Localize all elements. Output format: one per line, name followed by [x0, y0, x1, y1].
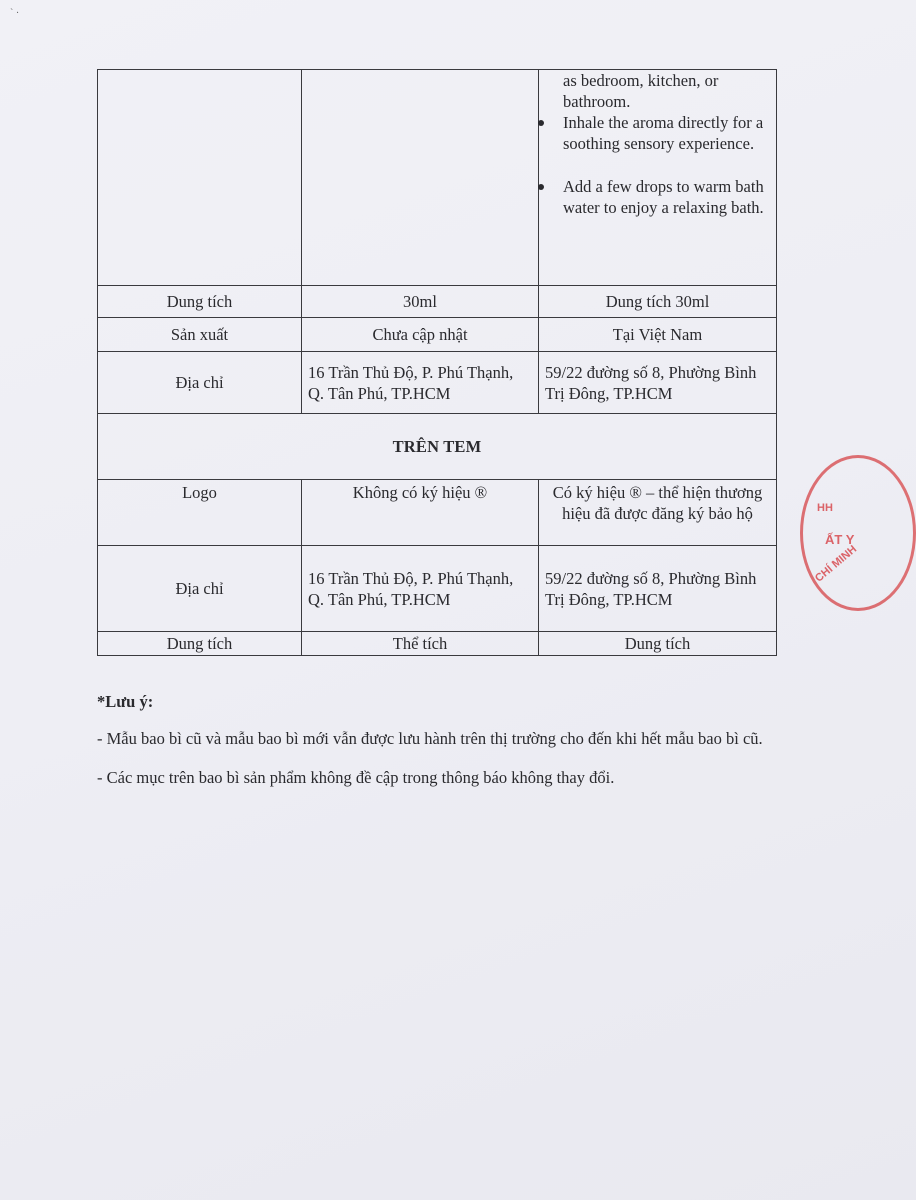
- table-cell: [539, 70, 777, 286]
- new-value: 59/22 đường số 8, Phường Bình Trị Đông, TP.HCM: [539, 546, 777, 632]
- old-value: Thể tích: [302, 632, 539, 656]
- note-item: - Mẫu bao bì cũ và mẫu bao bì mới vẫn được lưu hành trên thị trường cho đến khi hết mẫu bao bì cũ.: [97, 729, 763, 748]
- new-value: Tại Việt Nam: [539, 318, 777, 352]
- new-value: 59/22 đường số 8, Phường Bình Trị Đông, TP.HCM: [539, 352, 777, 414]
- table-row: [98, 70, 777, 286]
- old-value: Chưa cập nhật: [302, 318, 539, 352]
- row-label: Logo: [98, 480, 302, 546]
- row-label: Địa chỉ: [98, 352, 302, 414]
- table-cell: [98, 70, 302, 286]
- notes-section: [97, 690, 787, 789]
- row-label: Sản xuất: [98, 318, 302, 352]
- notes-title: *Lưu ý:: [97, 692, 154, 711]
- new-value: Dung tích 30ml: [539, 286, 777, 318]
- company-stamp: [800, 455, 916, 611]
- table-row: [98, 632, 777, 656]
- section-heading: TRÊN TEM: [98, 414, 777, 480]
- new-value: Có ký hiệu ® – thể hiện thương hiệu đã được đăng ký bảo hộ: [539, 480, 777, 546]
- stamp-text: ẤT Y: [825, 532, 855, 547]
- table-row: [98, 286, 777, 318]
- old-value: 16 Trần Thủ Độ, P. Phú Thạnh, Q. Tân Phú, TP.HCM: [302, 546, 539, 632]
- old-value: Không có ký hiệu ®: [302, 480, 539, 546]
- row-label: Dung tích: [98, 632, 302, 656]
- table-row: [98, 318, 777, 352]
- new-value: Dung tích: [539, 632, 777, 656]
- row-label: Địa chỉ: [98, 546, 302, 632]
- table-row: [98, 546, 777, 632]
- stamp-text: CHÍ MINH: [813, 543, 860, 585]
- scan-marks: ` ·: [10, 8, 20, 19]
- table-row: [98, 414, 777, 480]
- old-value: 30ml: [302, 286, 539, 318]
- table-row: [98, 480, 777, 546]
- comparison-table: [97, 69, 777, 656]
- usage-bullets: [545, 70, 770, 218]
- note-item: - Các mục trên bao bì sản phẩm không đề cập trong thông báo không thay đổi.: [97, 768, 615, 787]
- table-row: [98, 352, 777, 414]
- old-value: 16 Trần Thủ Độ, P. Phú Thạnh, Q. Tân Phú, TP.HCM: [302, 352, 539, 414]
- stamp-text: HH: [817, 502, 833, 514]
- row-label: Dung tích: [98, 286, 302, 318]
- list-item: Inhale the aroma directly for a soothing sensory experience.: [563, 112, 770, 154]
- list-item: as bedroom, kitchen, or bathroom.: [563, 71, 719, 111]
- table-cell: [302, 70, 539, 286]
- list-item: Add a few drops to warm bath water to enjoy a relaxing bath.: [563, 176, 770, 218]
